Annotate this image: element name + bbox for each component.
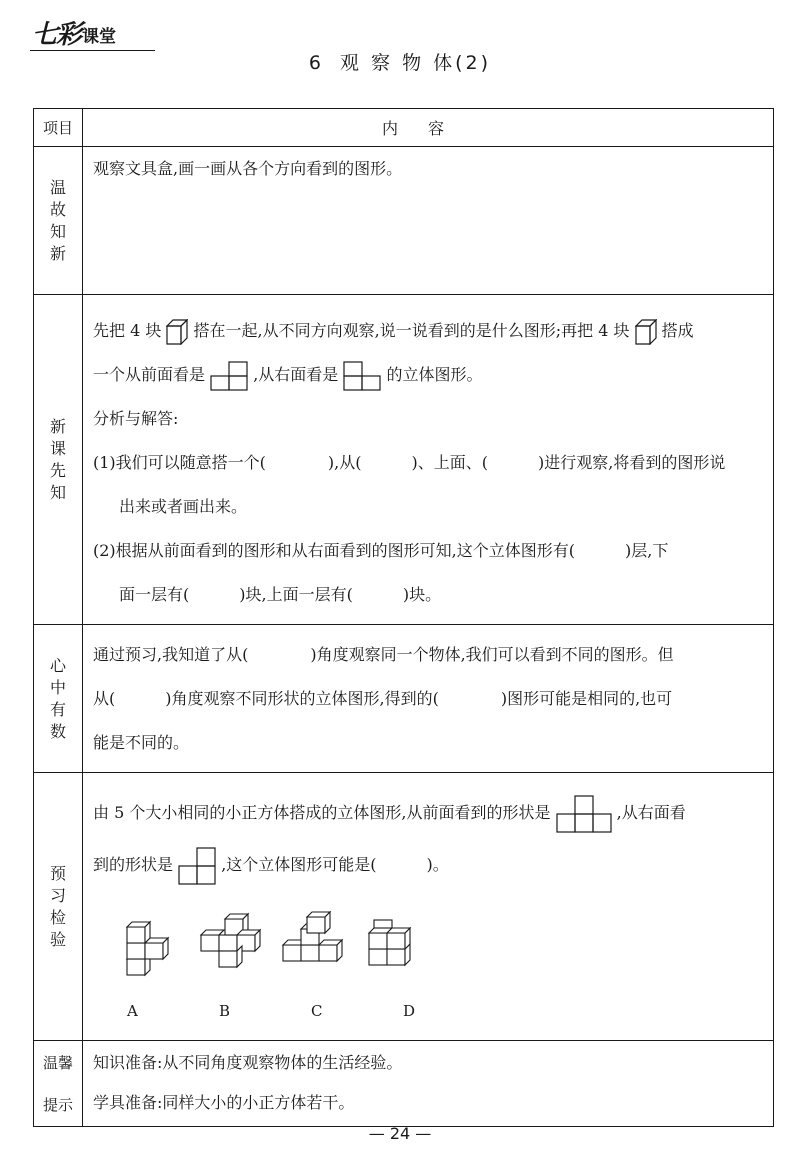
analysis-heading: 分析与解答: <box>93 409 179 428</box>
option-b-figure[interactable] <box>199 909 281 979</box>
lesson-title: 观 察 物 体(2) <box>340 52 492 74</box>
tips-line-2: 学具准备:同样大小的小正方体若干。 <box>93 1093 355 1112</box>
lesson-number: 6 <box>308 52 325 74</box>
logo-script: 七彩 <box>32 20 81 50</box>
tips-label-top: 温馨 <box>42 1053 73 1072</box>
q2-b: )层,下 <box>625 541 669 560</box>
section-check-row <box>34 773 774 1041</box>
q1-d: )进行观察,将看到的图形说 <box>538 453 726 472</box>
section-preview-content <box>83 295 774 625</box>
q1-b: ),从( <box>327 453 362 472</box>
option-d-figure[interactable] <box>363 909 445 979</box>
section-review-row <box>34 147 774 295</box>
check-b: ,从右面看 <box>616 803 686 822</box>
intro-d: 一个从前面看是 <box>93 365 206 384</box>
table-header-row <box>34 109 774 147</box>
q2-e: )块。 <box>402 585 442 604</box>
tips-line-1: 知识准备:从不同角度观察物体的生活经验。 <box>93 1053 403 1072</box>
section-check-content <box>83 773 774 1041</box>
intro-b: 搭在一起,从不同方向观察,说一说看到的是什么图形;再把 4 块 <box>193 321 630 340</box>
brand-logo <box>30 14 160 50</box>
tips-label-bottom: 提示 <box>42 1095 73 1114</box>
header-item-cell <box>34 109 83 147</box>
summary-e: )图形可能是相同的,也可 <box>500 689 673 708</box>
section-summary-row <box>34 625 774 773</box>
section-summary-content <box>83 625 774 773</box>
q1-a: (1)我们可以随意搭一个( <box>93 453 266 472</box>
intro-f: 的立体图形。 <box>386 365 483 384</box>
header-content: 内容 <box>381 119 474 138</box>
q2-c: 面一层有( <box>119 585 190 604</box>
section-preview-label: 新课先知 <box>49 416 66 502</box>
section-check-label-cell <box>34 773 83 1041</box>
summary-c: 从( <box>93 689 116 708</box>
section-tips-content <box>83 1041 774 1127</box>
intro-e: ,从右面看是 <box>253 365 339 384</box>
right-view-figure <box>178 846 216 886</box>
option-d[interactable]: D <box>403 1002 416 1020</box>
intro-a: 先把 4 块 <box>93 321 162 340</box>
option-figures <box>93 909 763 979</box>
section-tips-label-cell <box>34 1041 83 1127</box>
section-check-label: 预习检验 <box>49 863 66 949</box>
section-summary-label-cell <box>34 625 83 773</box>
section-preview-row <box>34 295 774 625</box>
summary-d: )角度观察不同形状的立体图形,得到的( <box>165 689 439 708</box>
summary-b: )角度观察同一个物体,我们可以看到不同的图形。但 <box>310 645 674 664</box>
section-preview-label-cell <box>34 295 83 625</box>
option-a-figure[interactable] <box>117 909 199 979</box>
check-e: )。 <box>426 855 449 874</box>
cube-icon <box>166 319 188 345</box>
q2-a: (2)根据从前面看到的图形和从右面看到的图形可知,这个立体图形有( <box>93 541 575 560</box>
logo-word: 课堂 <box>82 27 116 47</box>
section-review-content <box>83 147 774 295</box>
front-view-figure <box>210 361 248 391</box>
section-review-label: 温故知新 <box>49 177 66 263</box>
check-d: ,这个立体图形可能是( <box>221 855 377 874</box>
check-a: 由 5 个大小相同的小正方体搭成的立体图形,从前面看到的形状是 <box>93 803 551 822</box>
summary-f: 能是不同的。 <box>93 733 190 752</box>
section-review-label-cell <box>34 147 83 295</box>
intro-c: 搭成 <box>661 321 694 340</box>
option-a[interactable]: A <box>127 1002 138 1020</box>
q2-d: )块,上面一层有( <box>239 585 353 604</box>
option-b[interactable]: B <box>219 1002 231 1020</box>
summary-a: 通过预习,我知道了从( <box>93 645 249 664</box>
option-c-figure[interactable] <box>281 909 363 979</box>
option-labels <box>93 985 763 1037</box>
page-title <box>0 48 800 75</box>
section-tips-row <box>34 1041 774 1127</box>
check-c: 到的形状是 <box>93 855 174 874</box>
header-item: 项目 <box>42 119 73 137</box>
q1-c: )、上面、( <box>411 453 488 472</box>
cube-icon <box>635 319 657 345</box>
page-number: — 24 — <box>368 1124 432 1143</box>
header-content-cell <box>83 109 774 147</box>
section-summary-label: 心中有数 <box>49 655 66 741</box>
review-text: 观察文具盒,画一画从各个方向看到的图形。 <box>93 159 403 178</box>
front-view-figure <box>556 794 612 834</box>
q1-e: 出来或者画出来。 <box>119 497 248 516</box>
worksheet-table <box>33 108 774 1127</box>
right-view-figure <box>343 361 381 391</box>
option-c[interactable]: C <box>311 1002 323 1020</box>
